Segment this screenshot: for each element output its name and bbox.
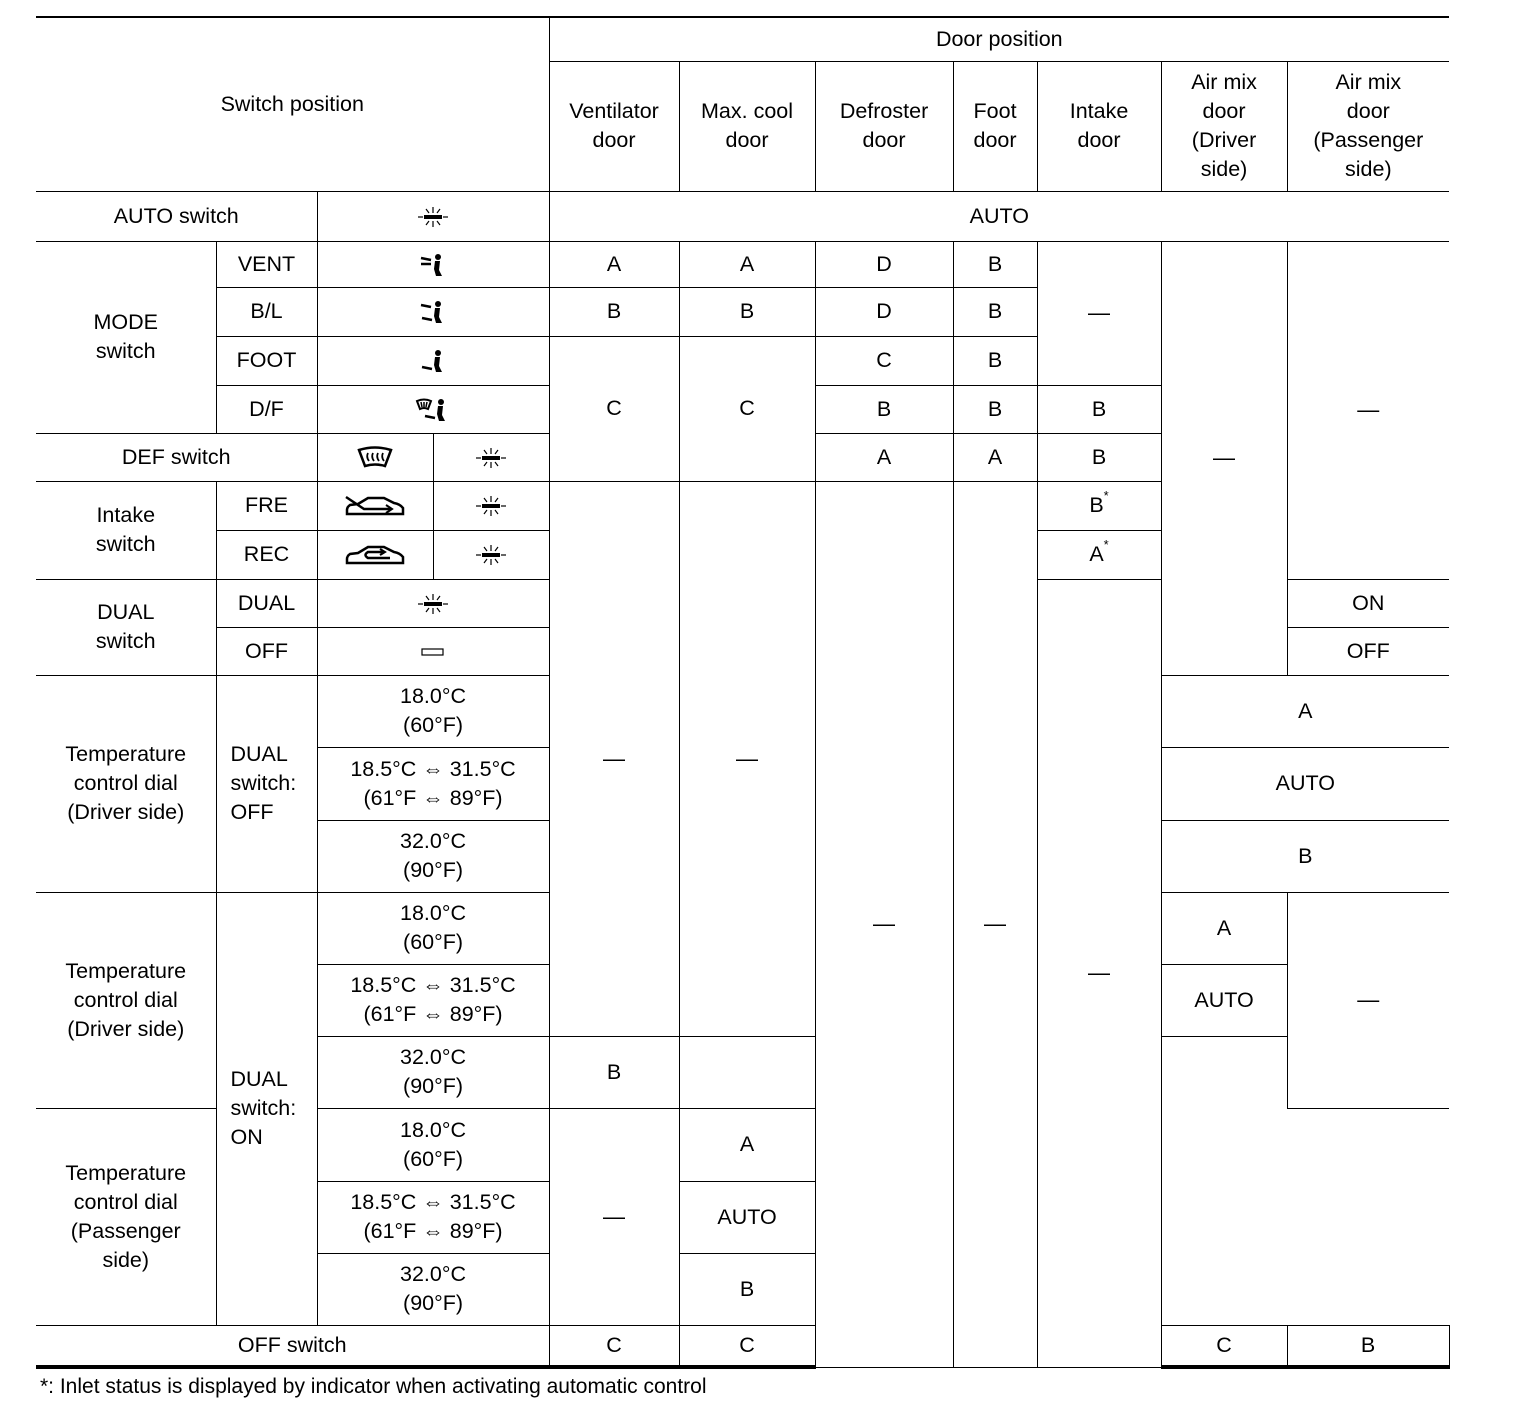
indicator-on-icon: [474, 544, 508, 566]
intake-big-dash: —: [1037, 579, 1161, 1367]
auto-indicator-cell: [317, 191, 549, 241]
dual-off-sub-label: DUAL switch: OFF: [216, 675, 317, 892]
auto-value: AUTO: [549, 191, 1449, 241]
df-defroster: B: [815, 385, 953, 433]
mode-bl-icon-cell: [317, 287, 549, 336]
vent-maxcool: A: [679, 241, 815, 287]
airmix-driver-upper-dash: —: [1161, 241, 1287, 675]
def-icon-cell: [317, 433, 433, 481]
df-ventilator: C: [549, 336, 679, 481]
bl-foot: B: [953, 287, 1037, 336]
temp-driver-on-row-1: 18.0°C (60°F): [317, 892, 549, 964]
indicator-on-icon: [474, 495, 508, 517]
vent-defroster: D: [815, 241, 953, 287]
off-maxcool: C: [679, 1325, 815, 1367]
door-position-table: [36, 16, 1449, 1369]
temp-driver-off-row-3: 32.0°C (90°F): [317, 820, 549, 892]
temp-driver-on-pass-dash: —: [1287, 892, 1449, 1108]
temp-driver-on-row-2: 18.5°C ⇔ 31.5°C (61°F ⇔ 89°F): [317, 964, 549, 1036]
ventilator-big-dash: —: [549, 481, 679, 1036]
vent-ventilator: A: [549, 241, 679, 287]
intake-switch-label: Intake switch: [36, 481, 216, 579]
mode-foot-icon-cell: [317, 336, 549, 385]
temp-pass-on-driver-dash: —: [549, 1108, 679, 1325]
rec-intake: A*: [1037, 530, 1161, 579]
indicator-on-icon: [474, 447, 508, 469]
temp-driver-off-row-2: 18.5°C ⇔ 31.5°C (61°F ⇔ 89°F): [317, 747, 549, 820]
temp-pass-on-row-2: 18.5°C ⇔ 31.5°C (61°F ⇔ 89°F): [317, 1181, 549, 1253]
defroster-door-header: Defroster door: [815, 61, 953, 191]
temp-driver-off-value-1: A: [1161, 675, 1449, 747]
defroster-big-dash: —: [815, 481, 953, 1367]
mode-vent-icon-cell: [317, 241, 549, 287]
dual-off-label: OFF: [216, 627, 317, 675]
footnote: *: Inlet status is displayed by indicator when activating automatic control: [40, 1375, 707, 1398]
bl-maxcool: B: [679, 287, 815, 336]
mode-intake-dash: —: [1037, 241, 1161, 385]
temp-driver-off-value-2: AUTO: [1161, 747, 1449, 820]
rec-indicator-cell: [433, 530, 549, 579]
mode-switch-label: MODE switch: [36, 241, 216, 433]
max-cool-door-header: Max. cool door: [679, 61, 815, 191]
temp-driver-on-value-2: AUTO: [1161, 964, 1287, 1036]
temp-driver-on-value-1: A: [1161, 892, 1287, 964]
temp-pass-on-value-1: A: [679, 1108, 815, 1181]
def-defroster: A: [815, 433, 953, 481]
temp-driver-off-row-1: 18.0°C (60°F): [317, 675, 549, 747]
temp-driver-on-row-3: 32.0°C (90°F): [317, 1036, 549, 1108]
fre-intake: B*: [1037, 481, 1161, 530]
intake-door-header: Intake door: [1037, 61, 1161, 191]
temp-pass-on-label: Temperature control dial (Passenger side): [36, 1108, 216, 1325]
temp-pass-on-value-2: AUTO: [679, 1181, 815, 1253]
off-ventilator: C: [549, 1325, 679, 1367]
mode-df-icon-cell: [317, 385, 549, 433]
fre-icon-cell: [317, 481, 433, 530]
foot-defroster: C: [815, 336, 953, 385]
ventilator-door-header: Ventilator door: [549, 61, 679, 191]
off-foot: B: [1287, 1325, 1449, 1367]
dual-airmix-pass: ON: [1287, 579, 1449, 627]
def-indicator-cell: [433, 433, 549, 481]
dual-off-indicator-cell: [317, 627, 549, 675]
off-defroster: C: [1161, 1325, 1287, 1367]
defrost-foot-mode-icon: [415, 397, 451, 423]
bilevel-mode-icon: [418, 299, 448, 325]
off-switch-label: OFF switch: [36, 1325, 549, 1367]
df-maxcool: C: [679, 336, 815, 481]
air-mix-driver-header: Air mix door (Driver side): [1161, 61, 1287, 191]
temp-pass-on-value-3: B: [679, 1253, 815, 1325]
fre-indicator-cell: [433, 481, 549, 530]
defroster-icon: [357, 446, 393, 470]
switch-position-header: Switch position: [36, 17, 549, 191]
temp-driver-off-value-3: B: [1161, 820, 1449, 892]
maxcool-big-dash: —: [679, 481, 815, 1036]
df-foot: B: [953, 385, 1037, 433]
dual-switch-label: DUAL switch: [36, 579, 216, 675]
dual-on-sub-label: DUAL switch: ON: [216, 892, 317, 1325]
def-switch-label: DEF switch: [36, 433, 317, 481]
mode-bl-label: B/L: [216, 287, 317, 336]
temp-driver-on-label: Temperature control dial (Driver side): [36, 892, 216, 1108]
temp-driver-off-label: Temperature control dial (Driver side): [36, 675, 216, 892]
air-mix-passenger-header: Air mix door (Passenger side): [1287, 61, 1449, 191]
indicator-off-icon: [420, 646, 446, 658]
temp-pass-on-row-3: 32.0°C (90°F): [317, 1253, 549, 1325]
foot-foot: B: [953, 336, 1037, 385]
dual-indicator-cell: [317, 579, 549, 627]
foot-mode-icon: [418, 348, 448, 374]
mode-foot-label: FOOT: [216, 336, 317, 385]
def-intake: B: [1037, 433, 1161, 481]
mode-vent-label: VENT: [216, 241, 317, 287]
df-intake: B: [1037, 385, 1161, 433]
bl-ventilator: B: [549, 287, 679, 336]
def-foot: A: [953, 433, 1037, 481]
foot-big-dash: —: [953, 481, 1037, 1367]
foot-door-header: Foot door: [953, 61, 1037, 191]
rec-icon-cell: [317, 530, 433, 579]
airmix-pass-upper-dash: —: [1287, 241, 1449, 579]
temp-driver-on-value-3: B: [549, 1036, 679, 1108]
temp-pass-on-row-1: 18.0°C (60°F): [317, 1108, 549, 1181]
vent-foot: B: [953, 241, 1037, 287]
intake-rec-label: REC: [216, 530, 317, 579]
vent-mode-icon: [418, 252, 448, 278]
indicator-on-icon: [416, 206, 450, 228]
auto-switch-label: AUTO switch: [36, 191, 317, 241]
bl-defroster: D: [815, 287, 953, 336]
door-position-header: Door position: [549, 17, 1449, 61]
dual-dual-label: DUAL: [216, 579, 317, 627]
intake-fre-label: FRE: [216, 481, 317, 530]
indicator-on-icon: [416, 593, 450, 615]
off-airmix-pass: OFF: [1287, 627, 1449, 675]
recirculation-icon: [344, 543, 406, 567]
mode-df-label: D/F: [216, 385, 317, 433]
fresh-air-icon: [344, 494, 406, 518]
